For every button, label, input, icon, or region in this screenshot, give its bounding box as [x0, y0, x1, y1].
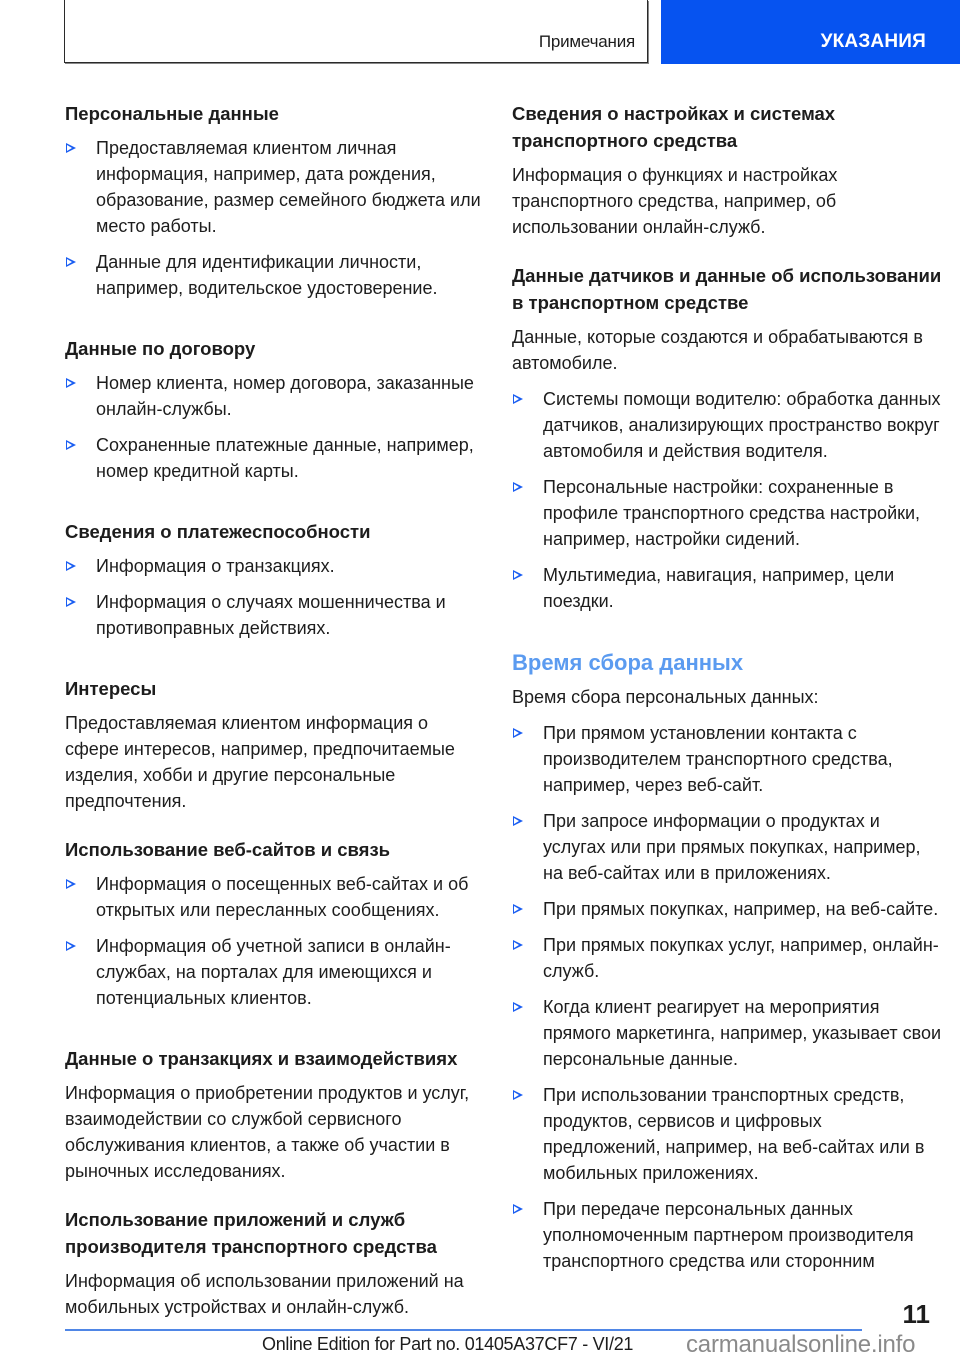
personal-list — [65, 135, 485, 301]
tab-notes[interactable] — [64, 0, 648, 63]
list-item: Персональные настройки: сохраненные в профиле транспортного средства настройки, например, настройки сидений. — [512, 474, 942, 552]
list-item: При использовании транспортных средств, продуктов, сервисов и цифровых предложений, например, на веб-сайтах или в мобильных приложениях. — [512, 1082, 942, 1186]
list-item: Информация об учетной записи в онлайн-службах, на порталах для имеющихся и потенциальных клиентов. — [65, 933, 485, 1011]
section-title-personal: Персональные данные — [65, 103, 279, 124]
page-number: 11 — [902, 1299, 930, 1329]
left-column — [65, 100, 485, 1342]
list-item: При прямом установлении контакта с производителем транспортного средства, например, через веб-сайт. — [512, 720, 942, 798]
list-item: Системы помощи водителю: обработка данных датчиков, анализирующих пространство вокруг автомобиля и действия водителя. — [512, 386, 942, 464]
bullet-triangle-icon — [513, 816, 523, 826]
collection-time-text: Время сбора персональных данных: — [512, 687, 819, 707]
list-item: Сохраненные платежные данные, например, номер кредитной карты. — [65, 432, 485, 484]
bullet-triangle-icon — [66, 941, 76, 951]
section-title-solvency: Сведения о платежеспособности — [65, 521, 371, 542]
sensors-list — [512, 386, 942, 614]
bullet-triangle-icon — [513, 394, 523, 404]
bullet-triangle-icon — [66, 143, 76, 153]
list-item: Когда клиент реагирует на мероприятия прямого маркетинга, например, указывает свои персональные данные. — [512, 994, 942, 1072]
footer-edition: Online Edition for Part no. 01405A37CF7 - VI/21 — [262, 1334, 634, 1354]
section-title-interests: Интересы — [65, 678, 157, 699]
list-item: Информация о случаях мошенничества и противоправных действиях. — [65, 589, 485, 641]
section-title-transactions: Данные о транзакциях и взаимодействиях — [65, 1048, 458, 1069]
transactions-text: Информация о приобретении продуктов и услуг, взаимодействии со службой сервисного обслуживания клиентов, а также об участии в рыночных исследованиях. — [65, 1083, 470, 1181]
web-list — [65, 871, 485, 1011]
tab-notes-label: Примечания — [538, 32, 635, 51]
section-title-sensors: Данные датчиков и данные об использовании в транспортном средстве — [512, 265, 942, 313]
bullet-triangle-icon — [66, 561, 76, 571]
bullet-triangle-icon — [513, 570, 523, 580]
section-title-settings: Сведения о настройках и системах транспортного средства — [512, 103, 836, 151]
bullet-triangle-icon — [513, 728, 523, 738]
interests-text: Предоставляемая клиентом информация о сфере интересов, например, предпочитаемые изделия, хобби и другие персональные предпочтения. — [65, 713, 455, 811]
solvency-list — [65, 553, 485, 641]
collection-time-list — [512, 720, 942, 1274]
list-item: При запросе информации о продуктах и услугах или при прямых покупках, например, на веб-сайтах или в приложениях. — [512, 808, 942, 886]
section-title-web: Использование веб-сайтов и связь — [65, 839, 391, 860]
bullet-triangle-icon — [66, 378, 76, 388]
list-item: Предоставляемая клиентом личная информация, например, дата рождения, образование, размер семейного бюджета или место работы. — [65, 135, 485, 239]
bullet-triangle-icon — [513, 1204, 523, 1214]
bullet-triangle-icon — [513, 482, 523, 492]
right-column — [512, 100, 942, 1294]
list-item: Мультимедиа, навигация, например, цели поездки. — [512, 562, 942, 614]
bullet-triangle-icon — [66, 440, 76, 450]
list-item: Данные для идентификации личности, например, водительское удостоверение. — [65, 249, 485, 301]
settings-text: Информация о функциях и настройках транспортного средства, например, об использовании онлайн-служб. — [512, 165, 838, 237]
tab-hints-label: УКАЗАНИЯ — [820, 31, 926, 52]
list-item: Номер клиента, номер договора, заказанные онлайн-службы. — [65, 370, 485, 422]
watermark-link[interactable]: carmanualsonline.info — [686, 1331, 916, 1358]
list-item: При прямых покупках, например, на веб-сайте. — [512, 896, 942, 922]
bullet-triangle-icon — [513, 1090, 523, 1100]
tab-hints[interactable] — [661, 0, 960, 64]
list-item: При передаче персональных данных уполномоченным партнером производителя транспортного средства или сторонним — [512, 1196, 942, 1274]
contract-list — [65, 370, 485, 484]
list-item: Информация о посещенных веб-сайтах и об открытых или пересланных сообщениях. — [65, 871, 485, 923]
bullet-triangle-icon — [513, 1002, 523, 1012]
bullet-triangle-icon — [513, 904, 523, 914]
list-item: При прямых покупках услуг, например, онлайн-служб. — [512, 932, 942, 984]
bullet-triangle-icon — [66, 257, 76, 267]
section-title-contract: Данные по договору — [65, 338, 256, 359]
bullet-triangle-icon — [513, 940, 523, 950]
bullet-triangle-icon — [66, 879, 76, 889]
section-heading-collection-time: Время сбора данных — [512, 650, 744, 675]
section-title-apps: Использование приложений и служб производителя транспортного средства — [65, 1209, 437, 1257]
bullet-triangle-icon — [66, 597, 76, 607]
sensors-text: Данные, которые создаются и обрабатываются в автомобиле. — [512, 327, 923, 373]
list-item: Информация о транзакциях. — [65, 553, 485, 579]
apps-text: Информация об использовании приложений на мобильных устройствах и онлайн-служб. — [65, 1271, 464, 1317]
